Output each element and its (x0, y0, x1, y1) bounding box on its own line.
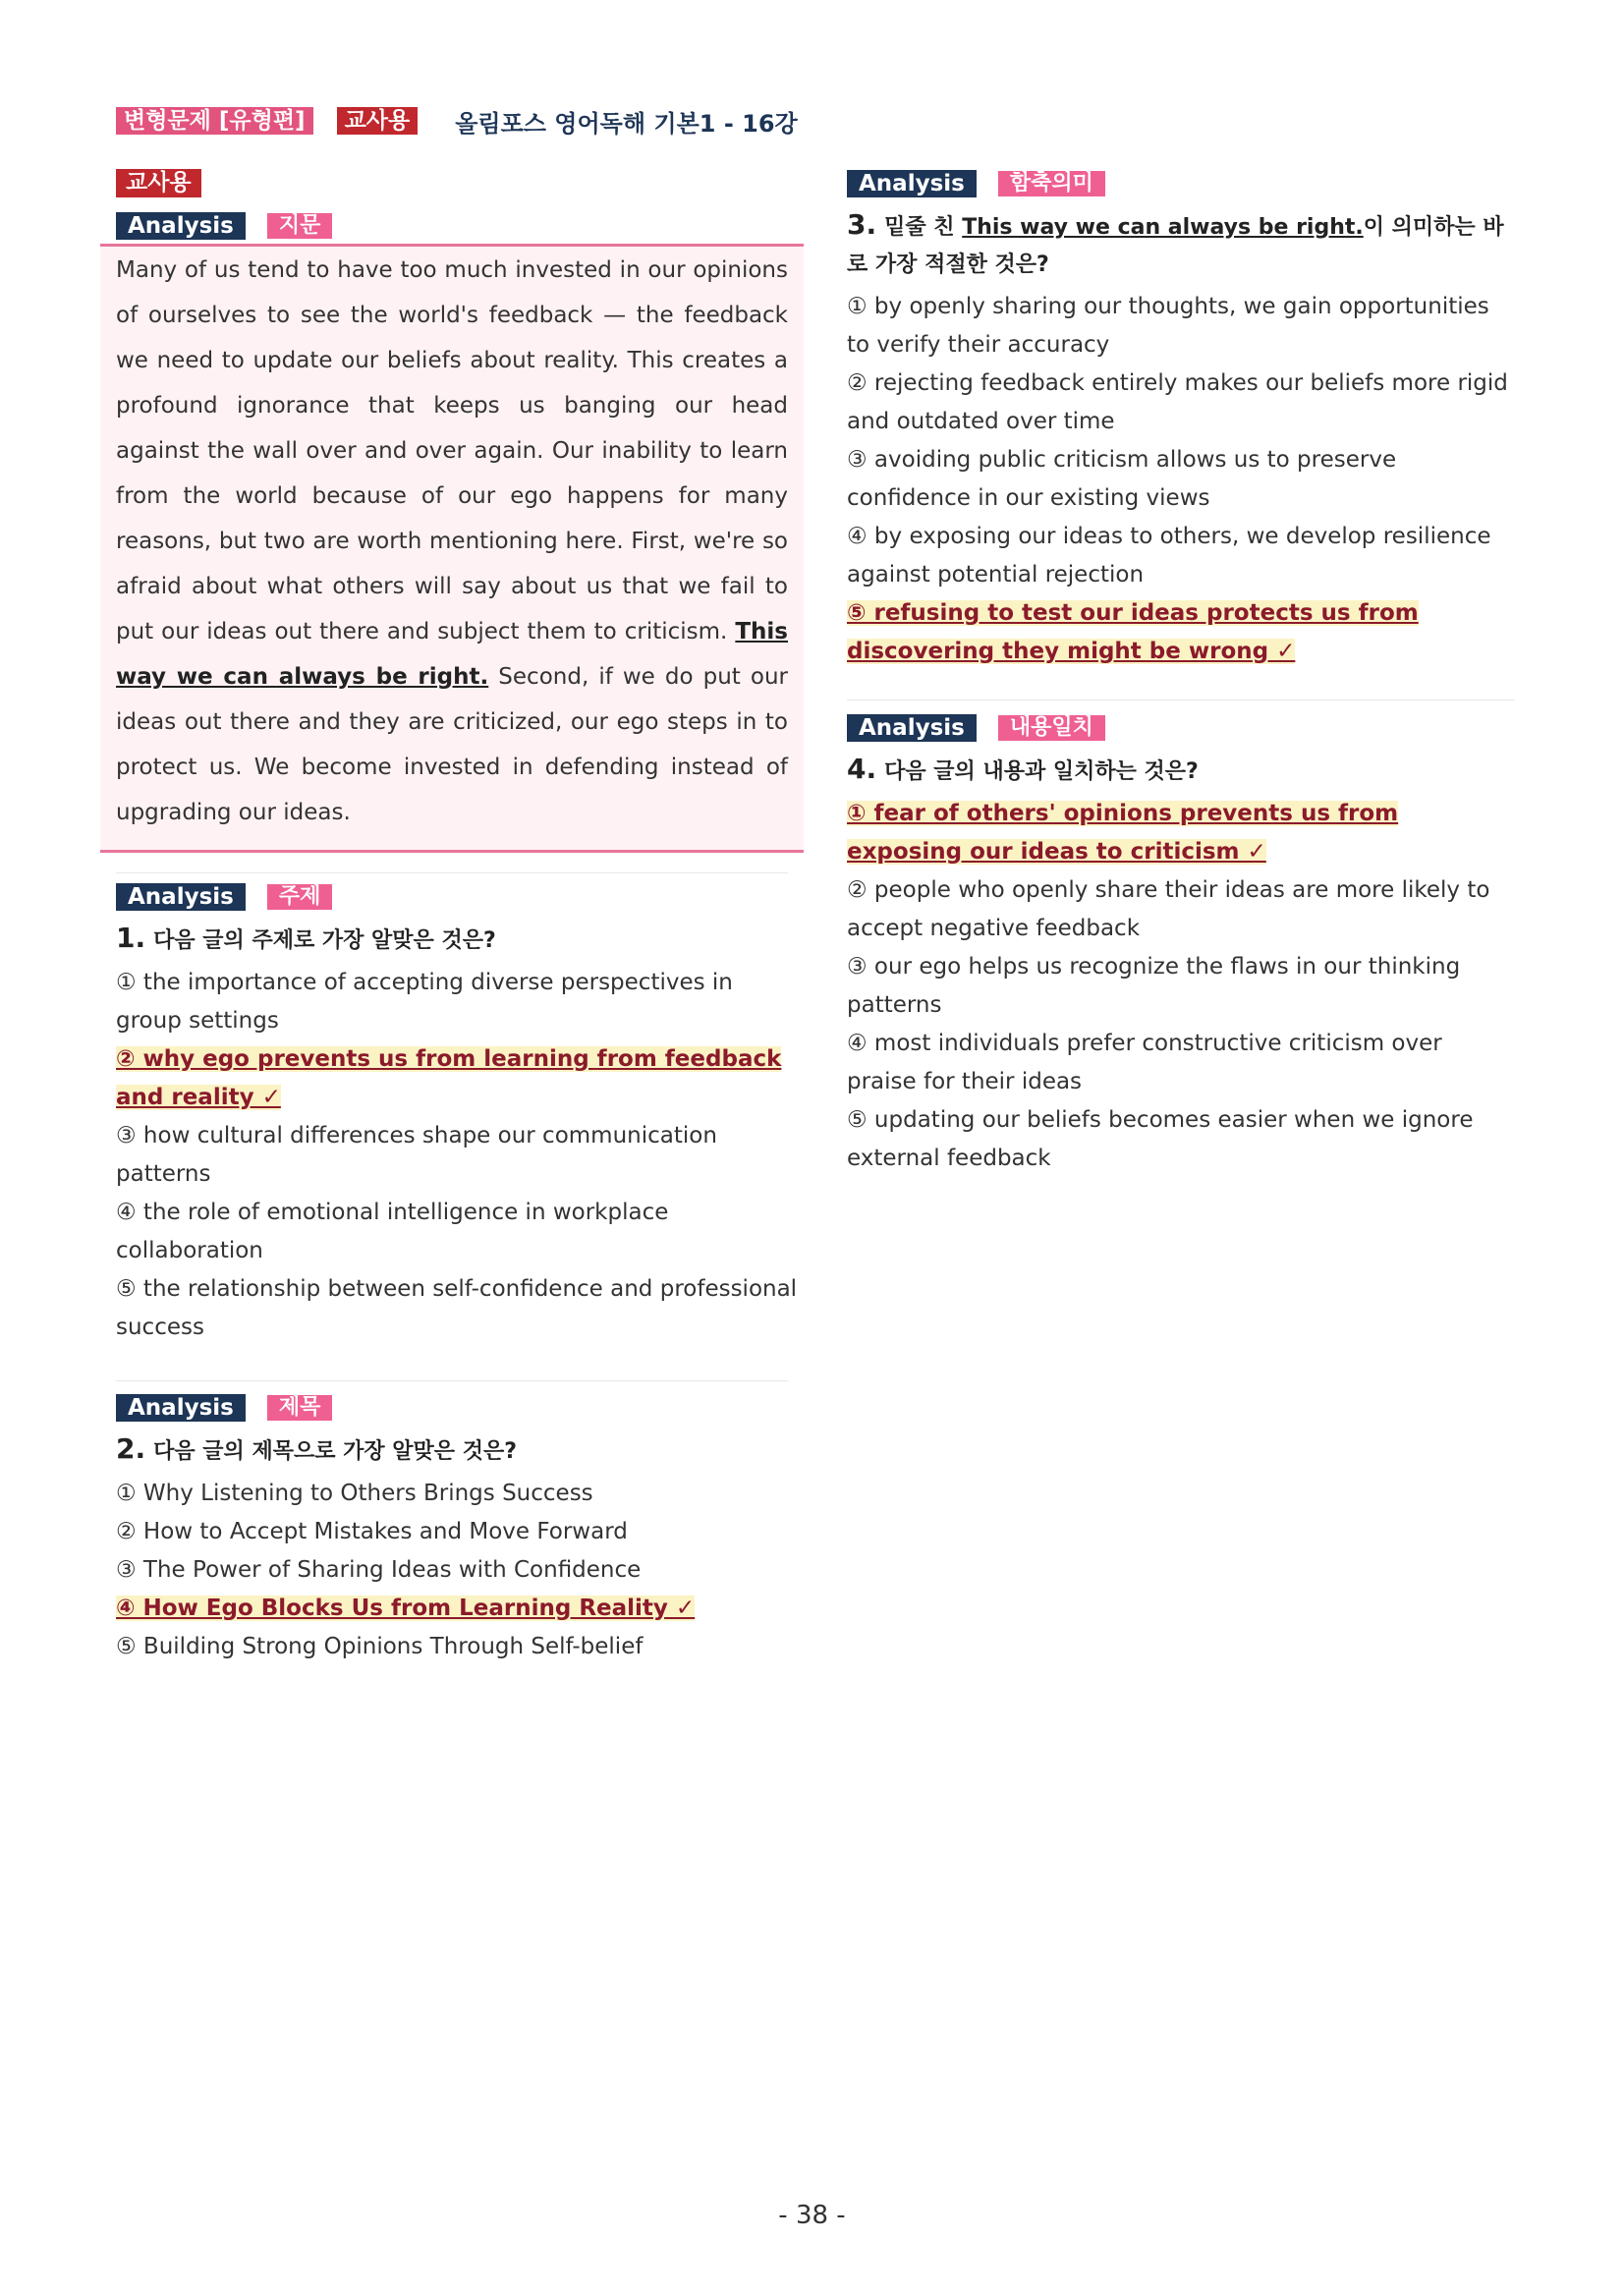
option-5[interactable]: ⑤ the relationship between self-confidence and professional success (116, 1276, 798, 1340)
question-text-pre: 밑줄 친 (884, 215, 963, 240)
category-tag: 내용일치 (998, 715, 1105, 741)
answer-highlight: ④ How Ego Blocks Us from Learning Reality ✓ (116, 1596, 696, 1621)
question-title (847, 206, 1515, 284)
category-tag: 함축의미 (998, 171, 1105, 196)
teacher-tag: 교사용 (116, 169, 201, 197)
passage-text-before: Many of us tend to have too much invested in our opinions of ourselves to see the world's feedback — the feedback we need to update our beliefs about reality. This creates a profound ignorance that keeps us banging our head against the wall over and over again. Our inability to learn from the world because of our ego happens for many reasons, but two are worth mentioning here. First, we're so afraid about what others will say about us that we fail to put our ideas out there and subject them to criticism. (116, 257, 788, 644)
option-list (847, 288, 1515, 671)
option-3[interactable]: ③ how cultural differences shape our communication patterns (116, 1123, 717, 1187)
passage-underlined-sentence: This way we can always be right. (116, 619, 788, 690)
category-tag: 주제 (267, 884, 333, 910)
page-title: 올림포스 영어독해 기본1 - 16강 (455, 109, 798, 138)
question-text: 다음 글의 제목으로 가장 알맞은 것은? (153, 1439, 517, 1464)
option-2-answer[interactable] (116, 1040, 804, 1117)
option-1[interactable]: ① the importance of accepting diverse perspectives in group settings (116, 970, 733, 1034)
question-number: 3. (847, 208, 877, 241)
question-text: 다음 글의 내용과 일치하는 것은? (884, 759, 1199, 784)
teacher-version-tag: 교사용 (337, 107, 419, 135)
question-number: 4. (847, 753, 877, 785)
question-number: 2. (116, 1432, 146, 1465)
option-list (847, 795, 1515, 1178)
option-list (116, 964, 804, 1347)
divider (116, 1380, 788, 1381)
page-header (116, 104, 798, 138)
question-text: 다음 글의 주제로 가장 알맞은 것은? (153, 928, 496, 953)
category-tag: 제목 (267, 1395, 333, 1421)
option-2[interactable]: ② rejecting feedback entirely makes our beliefs more rigid and outdated over time (847, 370, 1508, 434)
option-3[interactable]: ③ our ego helps us recognize the flaws in our thinking patterns (847, 954, 1461, 1018)
option-4[interactable]: ④ the role of emotional intelligence in workplace collaboration (116, 1200, 669, 1263)
option-4[interactable]: ④ most individuals prefer constructive criticism over praise for their ideas (847, 1031, 1442, 1094)
option-1[interactable]: ① by openly sharing our thoughts, we gain opportunities to verify their accuracy (847, 294, 1489, 358)
option-2[interactable]: ② people who openly share their ideas are more likely to accept negative feedback (847, 877, 1490, 941)
question-1 (116, 882, 804, 1347)
option-2[interactable]: ② How to Accept Mistakes and Move Forward (116, 1519, 628, 1544)
question-title (116, 920, 804, 960)
analysis-label: Analysis (847, 714, 977, 742)
worksheet-type-tag: 변형문제 [유형편] (116, 107, 313, 135)
question-text-post: 이 의미하는 바로 가장 적절한 것은? (847, 215, 1504, 277)
divider (116, 872, 788, 873)
answer-highlight: ② why ego prevents us from learning from feedback and reality ✓ (116, 1046, 782, 1110)
question-2 (116, 1393, 804, 1666)
analysis-label: Analysis (116, 212, 246, 240)
question-underlined-phrase: This way we can always be right. (962, 215, 1364, 240)
passage-header (116, 169, 804, 241)
analysis-label: Analysis (116, 1394, 246, 1422)
analysis-label: Analysis (847, 170, 977, 197)
question-title (847, 751, 1515, 791)
option-list (116, 1475, 804, 1666)
option-3[interactable]: ③ avoiding public criticism allows us to preserve confidence in our existing views (847, 447, 1397, 511)
option-4-answer[interactable] (116, 1590, 804, 1628)
option-5[interactable]: ⑤ updating our beliefs becomes easier when we ignore external feedback (847, 1107, 1474, 1171)
answer-highlight: ① fear of others' opinions prevents us from exposing our ideas to criticism ✓ (847, 801, 1399, 865)
question-4 (847, 713, 1515, 1178)
passage-tag: 지문 (267, 213, 333, 239)
analysis-label: Analysis (116, 883, 246, 911)
question-number: 1. (116, 922, 146, 954)
question-title (116, 1430, 804, 1471)
option-1-answer[interactable] (847, 795, 1515, 871)
passage-text-after: Second, if we do put our ideas out there and they are criticized, our ego steps in to protect us. We become invested in defending instead of upgrading our ideas. (116, 664, 788, 825)
option-3[interactable]: ③ The Power of Sharing Ideas with Confidence (116, 1557, 642, 1583)
option-4[interactable]: ④ by exposing our ideas to others, we develop resilience against potential rejection (847, 524, 1491, 588)
passage-text (116, 248, 788, 835)
option-5[interactable]: ⑤ Building Strong Opinions Through Self-belief (116, 1634, 644, 1659)
option-1[interactable]: ① Why Listening to Others Brings Success (116, 1481, 593, 1506)
page-number: - 38 - (778, 2201, 846, 2230)
question-3 (847, 169, 1515, 671)
answer-highlight: ⑤ refusing to test our ideas protects us from discovering they might be wrong ✓ (847, 600, 1419, 664)
option-5-answer[interactable] (847, 594, 1515, 671)
